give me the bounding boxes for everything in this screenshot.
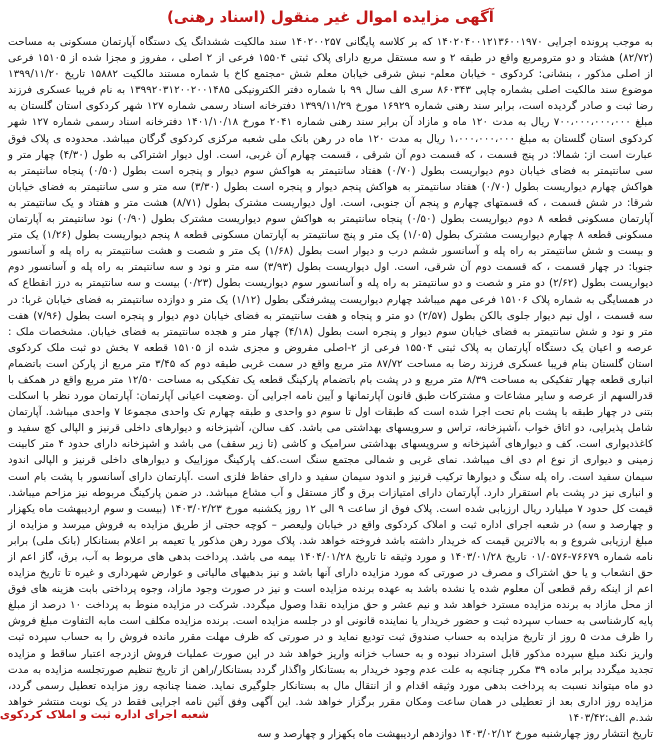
notice-title: آگهی مزایده اموال غیر منقول (اسناد رهنی): [167, 8, 494, 26]
publication-date-line: تاریخ انتشار روز چهارشنبه مورخ ۱۴۰۳/۰۲/۱۲ دوازدهم اردیبهشت ماه یکهزار و چهارصد و سه: [257, 728, 653, 741]
issuer-signature: شعبه اجرای اداره ثبت و املاک کردکوی: [0, 708, 209, 721]
notice-body: به موجب پرونده اجرایی ۱۴۰۲۰۴۰۰۱۲۱۳۶۰۰۱۹۷۰ که بر کلاسه پایگانی ۱۴۰۲۰۰۲۵۷ سند مالکیت ششدانگ یک دستگاه آپارتمان مسکونی به مساحت (۸۲/۷۲) هشتاد و دو مترومربع واقع در طبقه ۲ و سه مستقل مربع دارای پلاک ثبتی ۱۵۵۰۴ فرعی از ۲ اصلی ، مفروز و مجزا شده از ۱۵۱۰۵ فرعی از اصلی مذکور ، بنشانی: کردکوی - خیابان معلم- نبش شرقی خیابان معلم شش -مجتمع کاخ با شماره مستند مالکیت ۱۵۸۸۲ تاریخ ۱۳۹۹/۱۱/۲۰ موضوع سند مالکیت اصلی بشماره چاپی ۸۶۰۳۴۳ سری الف سال ۹۹ با شماره دفتر الکترونیکی ۱۳۹۹۲۰۳۱۲۰۰۲۰۰۱۴۸۵ به نام فریبا عسکری فرزند رضا ثبت و صادر گردیده است، برابر سند رهنی شماره ۱۶۹۲۹ مورخ ۱۳۹۹/۱۱/۲۹ دفترخانه اسناد رسمی شماره ۱۲۷ شهر کردکوی استان گلستان به مبلغ ۷۰۰،۰۰۰،۰۰۰،۰۰۰ ریال به مدت ۱۲۰ ماه و مازاد آن برابر سند رهنی شماره ۲۰۴۱ مورخ ۱۴۰۱/۱۰/۱۸ دفترخانه اسناد رسمی شماره ۱۲۷ شهر کردکوی استان گلستان به مبلغ ۱،۰۰۰،۰۰۰،۰۰۰ ریال به مدت ۱۲۰ ماه در رهن بانک ملی شعبه مرکزی کردکوی گرگان میباشد. محدوده ی پلاک فوق عبارت است از: شمالا: در پنج قسمت ، که قسمت دوم آن شرقی ، قسمت چهارم آن غربی، است. اول دیوار اشتراکی به طول (۴/۳۰) چهار متر و سی سانتیمتر به فضای خیابان دوم دیواریست بطول (۰/۷۰) هفتاد سانتیمتر به هواکش سوم دیوار و پنجره است بطول (۰/۵۰) پنجاه سانتیمتر به هواکش چهارم دیواریست بطول (۰/۷۰) هفتاد سانتیمتر به هواکش پنجم دیوار و پنجره است بطول (۳/۳۰) سه متر و سی سانتیمتر به فضای خیابان شرقا: در شش قسمت ، که قسمتهای چهارم و پنجم آن جنوبی، است. اول دیواریست مشترک بطول (۸/۷۱) هشت متر و هفتاد و یک سانتیمتر به آپارتمان مسکونی قطعه ۸ دوم دیواریست بطول (۰/۵۰) پنجاه سانتیمتر به هواکش سوم دیواریست مشترک بطول (۰/۹۰) نود سانتیمتر به آپارتمان مسکونی قطعه ۸ چهارم دیواریست مشترک بطول (۱/۰۵) یک متر و پنج سانتیمتر به آپارتمان مسکونی قطعه ۸ پنجم دیواریست بطول (۱/۲۶) یک متر و بیست و شش سانتیمتر به راه پله و آسانسور ششم درب و دیوار است بطول (۱/۶۸) یک متر و شصت و هشت سانتیمتر به راه پله و آسانسور جنوبا: در چهار قسمت ، که قسمت دوم آن شرقی، است. اول دیواریست بطول (۳/۹۳) سه متر و نود و سه سانتیمتر به راه پله و آسانسور دوم دیواریست بطول (۲/۶۲) دو متر و شصت و دو سانتیمتر به راه پله و آسانسور سوم دیواریست بطول (۰/۲۳) بیست و سه سانتیمتر به درز انقطاع که در همسایگی به شماره پلاک ۱۵۱۰۶ فرعی مهم میباشد چهارم دیواریست پیشرفتگی بطول (۱/۱۲) یک متر و دوازده سانتیمتر به فضای خیابان غربا: در سه قسمت ، اول نیم دیوار جلوی بالکن بطول (۲/۵۷) دو متر و پنجاه و هفت سانتیمتر به فضای خیابان دوم دیوار و پنجره است بطول (۷/۹۶) هفت متر و نود و شش سانتیمتر به فضای خیابان سوم دیوار و پنجره است بطول (۴/۱۸) چهار متر و هجده سانتیمتر به فضای خیابان. مشخصات ملک : عرصه و اعیان یک دستگاه آپارتمان به پلاک ثبتی ۱۵۵۰۴ فرعی از ۲-اصلی مفروض و مجزی شده از ۱۵۱۰۵ قطعه ۷ بخش دو ثبت ملک کردکوی استان گلستان بنام فریبا عسکری فرزند رضا به مساحت ۸۷/۷۲ متر مربع واقع در سمت غربی طبقه دوم که ۳/۴۵ متر مربع از پارکن است باتضمام انباری قطعه چهار تفکیکی به مساحت ۸/۳۹ متر مربع و در پشت بام باتضمام پارکینگ قطعه یک تفکیکی به مساحت ۱۲/۵۰ متر مربع واقع در همکف با قدرالسهم از عرصه و سایر مشاعات و مشترکات طبق قانون آپارتمانها و آیین نامه اجرایی آن .وضعیت اعیانی آپارتمان: آپارتمان مورد نظر با اسکلت بتنی در چهار طبقه با پشت بام تحت اجرا شده است که طبقات اول تا سوم دو واحدی و طبقه چهارم تک واحدی مجموعا ۷ واحدی میباشد. آپارتمان شامل پذیرایی، دو اتاق خواب ،آشپزخانه، تراس و سرویسهای بهداشتی می باشد. کف سالن، آشپزخانه و دیوارهای داخلی قرنیز و الپالی کچ سفید و کاغذدیواری است. کف و دیوارهای آشپزخانه و سرویسهای بهداشتی سرامیک و کاشی (تا زیر سقف) می باشد و اشپزخانه دارای حدود ۴ متر کابینت زمینی و دیواری از نوع ام دی اف میباشد. نمای غربی و شمالی مجتمع سنگ است.کف پارکینگ موزاییک و دیوارهای داخلی قرنیز و الپالی اندود سیمان سفید است. راه پله سنگ و دیوارها ترکیب قرنیز و اندود سیمان سفید و دارای حفاظ فلزی است .آپارتمان دارای آسانسور با پشت بام است و انباری نیز در پشت بام استقرار دارد. آپارتمان دارای امتیازات برق و گاز مستقل و آب مشاع میباشد. در ضمن پارکینگ مربوطه نیز مزاحم میباشد. قیمت کل حدود ۷ میلیارد ریال ارزیابی شده است. پلاک فوق از ساعت ۹ الی ۱۲ روز یکشنبه مورخ ۱۴۰۳/۰۲/۲۳ (بیست و سوم اردیبهشت ماه یکهزار و چهارصد و سه) در شعبه اجرای اداره ثبت و املاک کردکوی واقع در خیابان ولیعصر – کوچه حجتی از طریق مزایده به فروش میرسد و مزایده از مبلغ ارزیابی شروع و به بالاترین قیمت که خریدار داشته باشد فروخته خواهد شد. پلاک مورد رهن مذکور یا تعیمه بر اعلام بستانکار (بانک ملی) برابر نامه شماره ۷۶۶۷۹-۰۱/۰۵۷۶ تاریخ ۱۴۰۳/۰۱/۲۸ و مورد وثیقه تا تاریخ ۱۴۰۴/۰۱/۲۸ بیمه می باشد. پرداخت بدهی های مربوط به آب، برق، گاز اعم از حق انشعاب و یا حق اشتراک و مصرف در صورتی که مورد مزایده دارای آنها باشد و نیز بدهیهای مالیاتی و عوارض شهرداری و غیره تا تاریخ مزایده اعم از اینکه رقم قطعی آن معلوم شده یا نشده باشد به عهده برنده مزایده است و نیز در صورت وجود مازاد، وجوه پرداختی بابت هزینه های فوق از محل مازاد به برنده مزایده مسترد خواهد شد و نیم عشر و حق مزایده نقدا وصول میگردد. شرکت در مزایده منوط به پرداخت ۱۰ درصد از مبلغ پایه کارشناسی به حساب سپرده ثبت و حضور خریدار یا نماینده قانونی او در جلسه مزایده است. برنده مزایده مکلف است مابه التفاوت مبلغ فروش را ظرف مدت ۵ روز از تاریخ مزایده به حساب صندوق ثبت تودیع نماید و در صورتی که ظرف مهلت مقرر مانده فروش را به حساب سپرده ثبت واریز نکند مبلغ سپرده مذکور قابل استرداد نبوده و به حساب خزانه واریز خواهد شد در این صورت عملیات فروش ازدرجه اعتبار ساقط و مزایده تجدید میگردد برابر ماده ۳۹ مکرر چنانچه به علت عدم وجود خریدار به بستانکار واگذار گردد بستانکار/راهن از تاریخ تنظیم صورتجلسه مزایده به مدت دو ماه میتواند نسبت به پرداخت بدهی مورد وثیقه اقدام و از انتقال مال به بستانکار جلوگیری نماید. ضمنا چنانچه روز مزایده تعطیل رسمی گردد، مزایده روز اداری بعد از تعطیلی در همان ساعت ومکان مقرر برگزار خواهد شد. این آگهی وفق آئین نامه اجرایی فقط در یک نوبت منتشر خواهد شد.م الف:۱۴۰۳/۴۲: [8, 36, 654, 724]
